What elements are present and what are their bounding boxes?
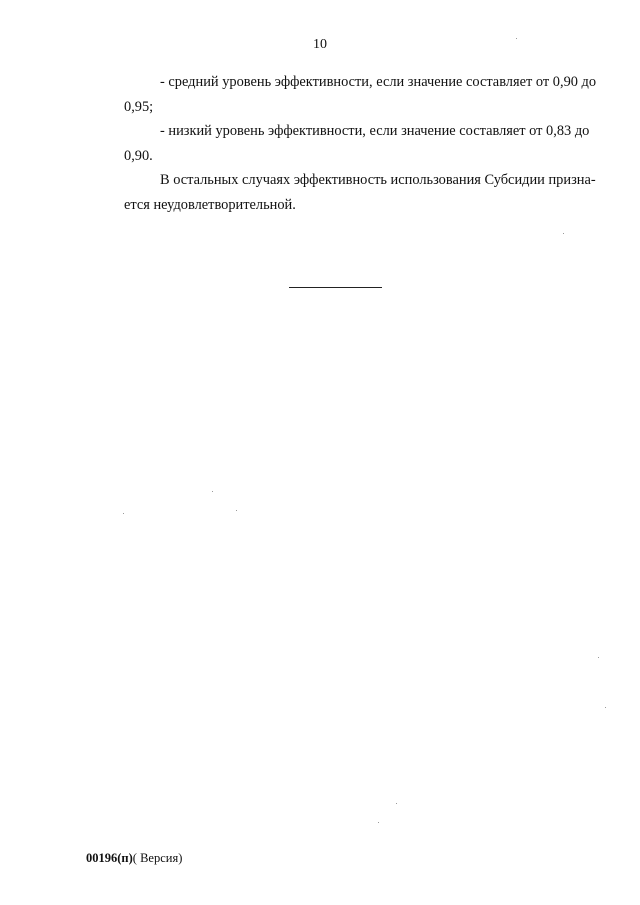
paragraph-medium-efficiency <box>88 70 597 119</box>
scan-speck <box>236 510 237 511</box>
scan-speck <box>212 491 213 492</box>
document-code: 00196(п) <box>86 851 133 865</box>
document-body <box>88 70 597 217</box>
paragraph-line: 0,90. <box>124 147 153 164</box>
document-version: ( Версия) <box>132 851 183 865</box>
paragraph-low-efficiency <box>88 119 588 168</box>
scan-speck <box>378 822 379 823</box>
paragraph-line: В остальных случаях эффективность использования Субсидии призна- <box>160 172 596 188</box>
paragraph-line: 0,95; <box>124 98 154 115</box>
scan-speck <box>563 233 564 234</box>
scan-speck <box>123 513 124 514</box>
closing-separator-line <box>289 287 382 288</box>
paragraph-line: - низкий уровень эффективности, если значение составляет от 0,83 до <box>160 123 590 139</box>
paragraph-line: - средний уровень эффективности, если значение составляет от 0,90 до <box>160 74 597 90</box>
scan-speck <box>516 38 517 39</box>
scan-speck <box>396 803 397 804</box>
paragraph-line: ется неудовлетворительной. <box>124 196 296 213</box>
scan-speck <box>598 657 599 658</box>
paragraph-unsatisfactory <box>88 168 596 217</box>
page-number: 10 <box>313 37 327 52</box>
scan-speck <box>605 707 606 708</box>
document-footer <box>86 851 182 865</box>
